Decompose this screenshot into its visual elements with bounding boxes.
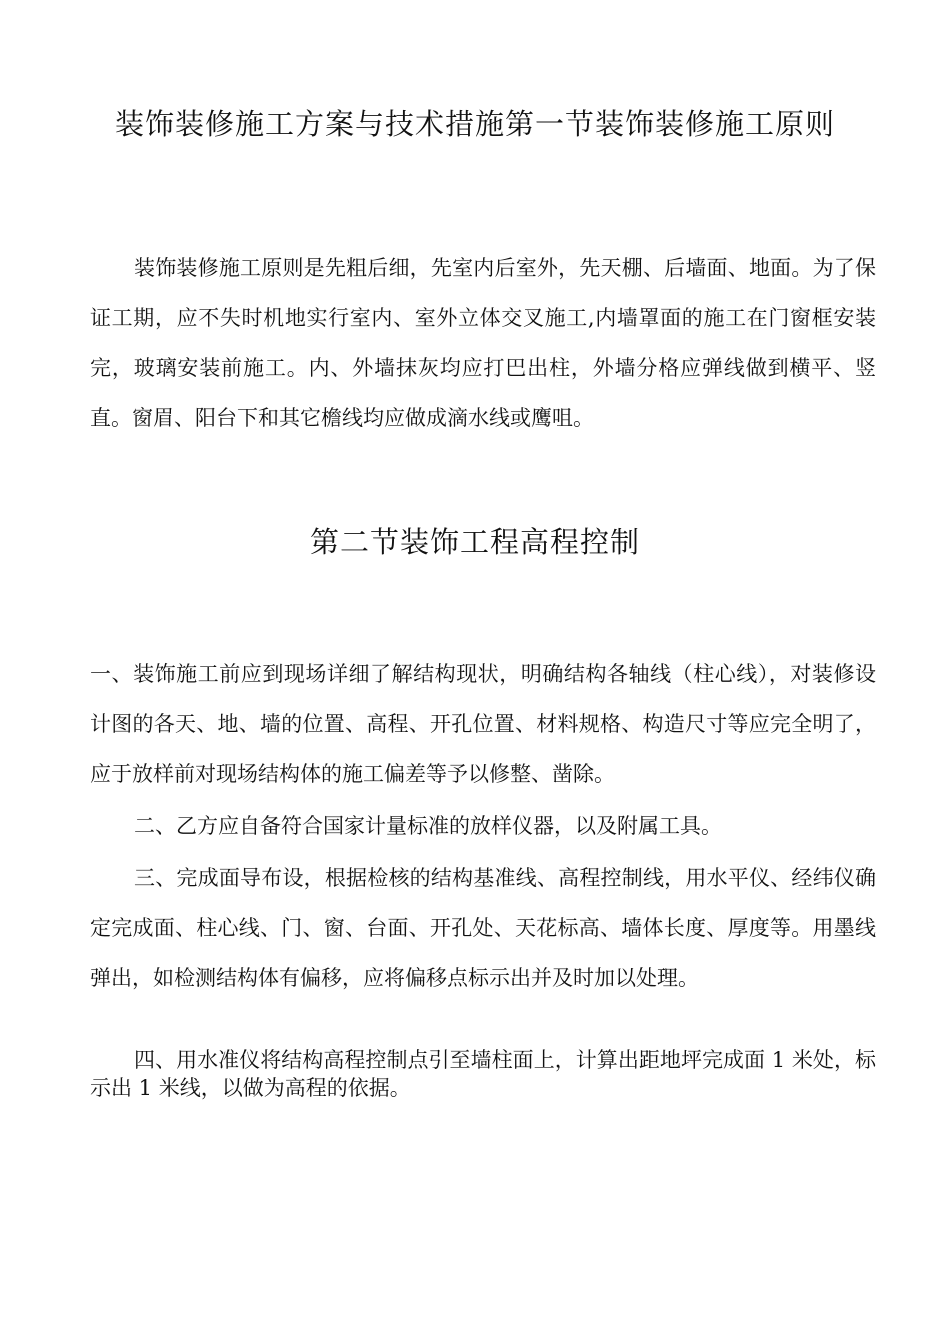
main-title: 装饰装修施工方案与技术措施第一节装饰装修施工原则 (114, 107, 835, 141)
list-item-1: 一、装饰施工前应到现场详细了解结构现状，明确结构各轴线（柱心线），对装修设计图的各天、地、墙的位置、高程、开孔位置、材料规格、构造尺寸等应完全明了，应于放样前对现场结构体的施工偏差等予以修整、凿除。 (90, 662, 876, 786)
section2-title: 第二节装饰工程高程控制 (309, 525, 640, 559)
list-item-4: 四、用水准仪将结构高程控制点引至墙柱面上，计算出距地坪完成面 1 米处，标示出 1 米线，以做为高程的依据。 (90, 1048, 876, 1100)
section1-paragraph: 装饰装修施工原则是先粗后细，先室内后室外，先天棚、后墙面、地面。为了保证工期，应不失时机地实行室内、室外立体交叉施工,内墙罩面的施工在门窗框安装完，玻璃安装前施工。内、外墙抹灰均应打巴出柱，外墙分格应弹线做到横平、竖直。窗眉、阳台下和其它檐线均应做成滴水线或鹰咀。 (90, 256, 876, 430)
list-item-2: 二、乙方应自备符合国家计量标准的放样仪器，以及附属工具。 (134, 814, 722, 838)
list-item-3: 三、完成面导布设，根据检核的结构基准线、高程控制线，用水平仪、经纬仪确定完成面、柱心线、门、窗、台面、开孔处、天花标高、墙体长度、厚度等。用墨线弹出，如检测结构体有偏移，应将偏移点标示出并及时加以处理。 (90, 866, 876, 990)
